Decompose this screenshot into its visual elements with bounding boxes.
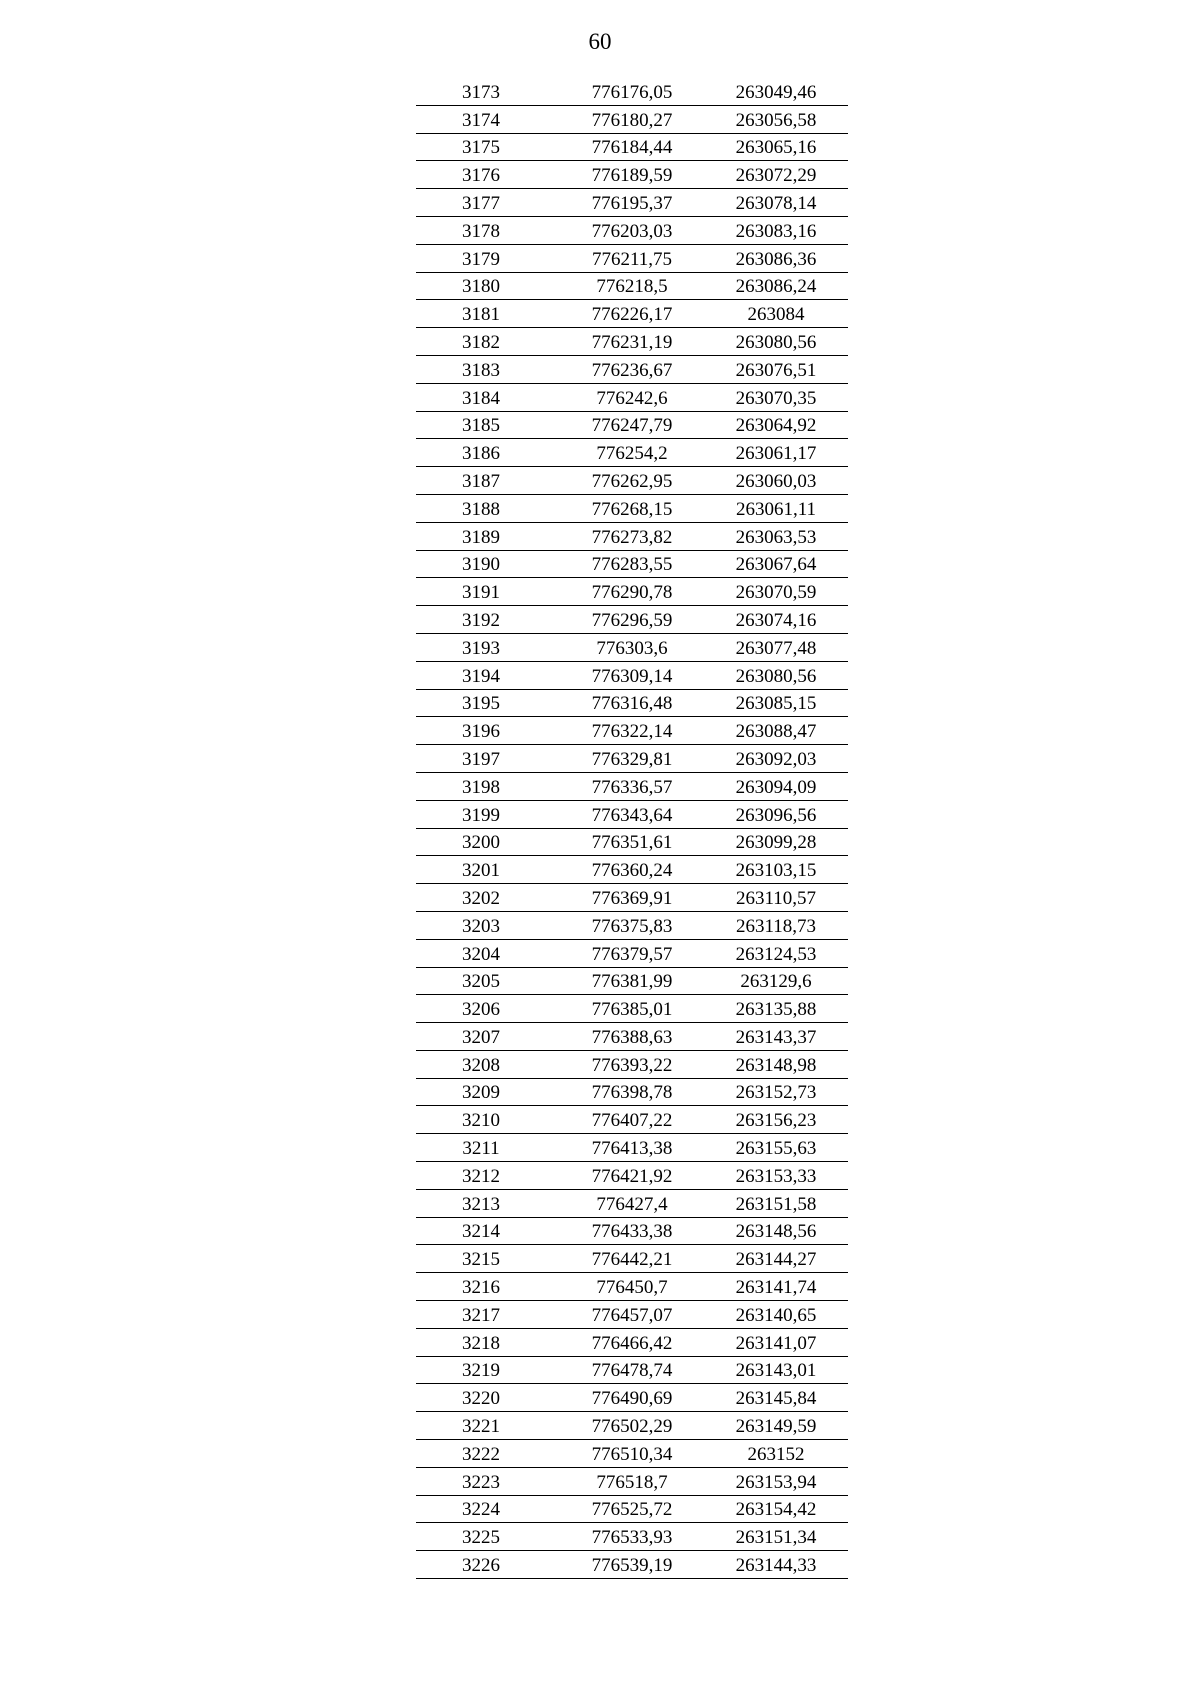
point-number-cell: 3226: [416, 1551, 560, 1579]
table-row: [416, 1328, 848, 1356]
point-number-cell: 3176: [416, 161, 560, 189]
point-number-cell: 3207: [416, 1023, 560, 1051]
y-coordinate-cell: 263151,58: [704, 1189, 848, 1217]
x-coordinate-cell: 776369,91: [560, 884, 704, 912]
x-coordinate-cell: 776421,92: [560, 1162, 704, 1190]
table-row: [416, 856, 848, 884]
table-row: [416, 133, 848, 161]
x-coordinate-cell: 776180,27: [560, 105, 704, 133]
x-coordinate-cell: 776296,59: [560, 606, 704, 634]
x-coordinate-cell: 776231,19: [560, 328, 704, 356]
point-number-cell: 3225: [416, 1523, 560, 1551]
y-coordinate-cell: 263086,24: [704, 272, 848, 300]
table-row: [416, 661, 848, 689]
table-row: [416, 1078, 848, 1106]
table-row: [416, 1162, 848, 1190]
x-coordinate-cell: 776466,42: [560, 1328, 704, 1356]
x-coordinate-cell: 776478,74: [560, 1356, 704, 1384]
table-row: [416, 1551, 848, 1579]
table-row: [416, 1023, 848, 1051]
y-coordinate-cell: 263149,59: [704, 1412, 848, 1440]
point-number-cell: 3206: [416, 995, 560, 1023]
table-row: [416, 1356, 848, 1384]
x-coordinate-cell: 776450,7: [560, 1273, 704, 1301]
point-number-cell: 3192: [416, 606, 560, 634]
table-row: [416, 884, 848, 912]
x-coordinate-cell: 776442,21: [560, 1245, 704, 1273]
page-number: 60: [588, 29, 612, 54]
point-number-cell: 3217: [416, 1301, 560, 1329]
point-number-cell: 3202: [416, 884, 560, 912]
point-number-cell: 3221: [416, 1412, 560, 1440]
table-row: [416, 1523, 848, 1551]
table-row: [416, 411, 848, 439]
x-coordinate-cell: 776351,61: [560, 828, 704, 856]
y-coordinate-cell: 263065,16: [704, 133, 848, 161]
x-coordinate-cell: 776336,57: [560, 772, 704, 800]
point-number-cell: 3178: [416, 216, 560, 244]
y-coordinate-cell: 263141,07: [704, 1328, 848, 1356]
table-row: [416, 995, 848, 1023]
y-coordinate-cell: 263049,46: [704, 78, 848, 105]
y-coordinate-cell: 263143,37: [704, 1023, 848, 1051]
y-coordinate-cell: 263067,64: [704, 550, 848, 578]
x-coordinate-cell: 776490,69: [560, 1384, 704, 1412]
point-number-cell: 3196: [416, 717, 560, 745]
x-coordinate-cell: 776290,78: [560, 578, 704, 606]
x-coordinate-cell: 776525,72: [560, 1495, 704, 1523]
table-row: [416, 1245, 848, 1273]
point-number-cell: 3203: [416, 911, 560, 939]
y-coordinate-cell: 263070,59: [704, 578, 848, 606]
point-number-cell: 3183: [416, 355, 560, 383]
point-number-cell: 3173: [416, 78, 560, 105]
x-coordinate-cell: 776195,37: [560, 189, 704, 217]
y-coordinate-cell: 263129,6: [704, 967, 848, 995]
table-row: [416, 216, 848, 244]
y-coordinate-cell: 263063,53: [704, 522, 848, 550]
x-coordinate-cell: 776427,4: [560, 1189, 704, 1217]
point-number-cell: 3177: [416, 189, 560, 217]
point-number-cell: 3214: [416, 1217, 560, 1245]
x-coordinate-cell: 776236,67: [560, 355, 704, 383]
x-coordinate-cell: 776385,01: [560, 995, 704, 1023]
y-coordinate-cell: 263077,48: [704, 633, 848, 661]
table-row: [416, 606, 848, 634]
point-number-cell: 3190: [416, 550, 560, 578]
table-row: [416, 383, 848, 411]
x-coordinate-cell: 776398,78: [560, 1078, 704, 1106]
point-number-cell: 3186: [416, 439, 560, 467]
point-number-cell: 3201: [416, 856, 560, 884]
point-number-cell: 3188: [416, 494, 560, 522]
y-coordinate-cell: 263154,42: [704, 1495, 848, 1523]
x-coordinate-cell: 776381,99: [560, 967, 704, 995]
table-row: [416, 1050, 848, 1078]
point-number-cell: 3195: [416, 689, 560, 717]
x-coordinate-cell: 776433,38: [560, 1217, 704, 1245]
y-coordinate-cell: 263064,92: [704, 411, 848, 439]
x-coordinate-cell: 776211,75: [560, 244, 704, 272]
table-row: [416, 967, 848, 995]
table-row: [416, 1273, 848, 1301]
point-number-cell: 3198: [416, 772, 560, 800]
point-number-cell: 3209: [416, 1078, 560, 1106]
point-number-cell: 3224: [416, 1495, 560, 1523]
y-coordinate-cell: 263099,28: [704, 828, 848, 856]
point-number-cell: 3208: [416, 1050, 560, 1078]
point-number-cell: 3223: [416, 1467, 560, 1495]
y-coordinate-cell: 263074,16: [704, 606, 848, 634]
x-coordinate-cell: 776262,95: [560, 467, 704, 495]
point-number-cell: 3182: [416, 328, 560, 356]
point-number-cell: 3193: [416, 633, 560, 661]
point-number-cell: 3179: [416, 244, 560, 272]
table-row: [416, 1440, 848, 1468]
point-number-cell: 3191: [416, 578, 560, 606]
point-number-cell: 3187: [416, 467, 560, 495]
x-coordinate-cell: 776283,55: [560, 550, 704, 578]
point-number-cell: 3194: [416, 661, 560, 689]
x-coordinate-cell: 776226,17: [560, 300, 704, 328]
y-coordinate-cell: 263124,53: [704, 939, 848, 967]
y-coordinate-cell: 263086,36: [704, 244, 848, 272]
y-coordinate-cell: 263078,14: [704, 189, 848, 217]
x-coordinate-cell: 776518,7: [560, 1467, 704, 1495]
table-row: [416, 800, 848, 828]
y-coordinate-cell: 263143,01: [704, 1356, 848, 1384]
table-row: [416, 189, 848, 217]
table-row: [416, 550, 848, 578]
y-coordinate-cell: 263140,65: [704, 1301, 848, 1329]
x-coordinate-cell: 776189,59: [560, 161, 704, 189]
point-number-cell: 3215: [416, 1245, 560, 1273]
table-row: [416, 1384, 848, 1412]
point-number-cell: 3180: [416, 272, 560, 300]
y-coordinate-cell: 263092,03: [704, 745, 848, 773]
y-coordinate-cell: 263085,15: [704, 689, 848, 717]
table-row: [416, 1189, 848, 1217]
point-number-cell: 3184: [416, 383, 560, 411]
x-coordinate-cell: 776329,81: [560, 745, 704, 773]
table-row: [416, 1495, 848, 1523]
coordinates-table-body: [416, 78, 848, 1579]
table-row: [416, 78, 848, 105]
coordinates-table: [416, 78, 848, 1579]
x-coordinate-cell: 776413,38: [560, 1134, 704, 1162]
y-coordinate-cell: 263144,27: [704, 1245, 848, 1273]
table-row: [416, 467, 848, 495]
y-coordinate-cell: 263151,34: [704, 1523, 848, 1551]
y-coordinate-cell: 263061,17: [704, 439, 848, 467]
point-number-cell: 3204: [416, 939, 560, 967]
y-coordinate-cell: 263072,29: [704, 161, 848, 189]
point-number-cell: 3185: [416, 411, 560, 439]
table-row: [416, 1412, 848, 1440]
x-coordinate-cell: 776407,22: [560, 1106, 704, 1134]
point-number-cell: 3189: [416, 522, 560, 550]
y-coordinate-cell: 263080,56: [704, 661, 848, 689]
table-row: [416, 1217, 848, 1245]
point-number-cell: 3199: [416, 800, 560, 828]
x-coordinate-cell: 776457,07: [560, 1301, 704, 1329]
table-row: [416, 939, 848, 967]
y-coordinate-cell: 263153,33: [704, 1162, 848, 1190]
y-coordinate-cell: 263080,56: [704, 328, 848, 356]
y-coordinate-cell: 263141,74: [704, 1273, 848, 1301]
point-number-cell: 3211: [416, 1134, 560, 1162]
y-coordinate-cell: 263135,88: [704, 995, 848, 1023]
x-coordinate-cell: 776273,82: [560, 522, 704, 550]
table-row: [416, 745, 848, 773]
y-coordinate-cell: 263060,03: [704, 467, 848, 495]
y-coordinate-cell: 263148,98: [704, 1050, 848, 1078]
x-coordinate-cell: 776268,15: [560, 494, 704, 522]
point-number-cell: 3212: [416, 1162, 560, 1190]
y-coordinate-cell: 263083,16: [704, 216, 848, 244]
x-coordinate-cell: 776343,64: [560, 800, 704, 828]
x-coordinate-cell: 776360,24: [560, 856, 704, 884]
y-coordinate-cell: 263118,73: [704, 911, 848, 939]
table-row: [416, 911, 848, 939]
x-coordinate-cell: 776379,57: [560, 939, 704, 967]
x-coordinate-cell: 776176,05: [560, 78, 704, 105]
y-coordinate-cell: 263088,47: [704, 717, 848, 745]
table-row: [416, 1106, 848, 1134]
x-coordinate-cell: 776218,5: [560, 272, 704, 300]
x-coordinate-cell: 776303,6: [560, 633, 704, 661]
table-row: [416, 439, 848, 467]
y-coordinate-cell: 263155,63: [704, 1134, 848, 1162]
point-number-cell: 3213: [416, 1189, 560, 1217]
point-number-cell: 3200: [416, 828, 560, 856]
x-coordinate-cell: 776388,63: [560, 1023, 704, 1051]
point-number-cell: 3210: [416, 1106, 560, 1134]
y-coordinate-cell: 263148,56: [704, 1217, 848, 1245]
x-coordinate-cell: 776309,14: [560, 661, 704, 689]
table-row: [416, 689, 848, 717]
y-coordinate-cell: 263152: [704, 1440, 848, 1468]
table-row: [416, 105, 848, 133]
point-number-cell: 3197: [416, 745, 560, 773]
x-coordinate-cell: 776247,79: [560, 411, 704, 439]
x-coordinate-cell: 776316,48: [560, 689, 704, 717]
point-number-cell: 3218: [416, 1328, 560, 1356]
y-coordinate-cell: 263084: [704, 300, 848, 328]
table-row: [416, 717, 848, 745]
point-number-cell: 3216: [416, 1273, 560, 1301]
point-number-cell: 3174: [416, 105, 560, 133]
table-row: [416, 1301, 848, 1329]
y-coordinate-cell: 263144,33: [704, 1551, 848, 1579]
table-row: [416, 1467, 848, 1495]
point-number-cell: 3205: [416, 967, 560, 995]
y-coordinate-cell: 263056,58: [704, 105, 848, 133]
table-row: [416, 828, 848, 856]
y-coordinate-cell: 263153,94: [704, 1467, 848, 1495]
y-coordinate-cell: 263061,11: [704, 494, 848, 522]
table-row: [416, 272, 848, 300]
table-row: [416, 244, 848, 272]
x-coordinate-cell: 776539,19: [560, 1551, 704, 1579]
table-row: [416, 578, 848, 606]
x-coordinate-cell: 776242,6: [560, 383, 704, 411]
x-coordinate-cell: 776502,29: [560, 1412, 704, 1440]
x-coordinate-cell: 776375,83: [560, 911, 704, 939]
table-row: [416, 355, 848, 383]
y-coordinate-cell: 263096,56: [704, 800, 848, 828]
x-coordinate-cell: 776203,03: [560, 216, 704, 244]
x-coordinate-cell: 776510,34: [560, 1440, 704, 1468]
x-coordinate-cell: 776254,2: [560, 439, 704, 467]
x-coordinate-cell: 776533,93: [560, 1523, 704, 1551]
y-coordinate-cell: 263103,15: [704, 856, 848, 884]
point-number-cell: 3222: [416, 1440, 560, 1468]
y-coordinate-cell: 263152,73: [704, 1078, 848, 1106]
x-coordinate-cell: 776184,44: [560, 133, 704, 161]
point-number-cell: 3219: [416, 1356, 560, 1384]
y-coordinate-cell: 263145,84: [704, 1384, 848, 1412]
table-row: [416, 494, 848, 522]
table-row: [416, 328, 848, 356]
table-row: [416, 772, 848, 800]
point-number-cell: 3175: [416, 133, 560, 161]
y-coordinate-cell: 263110,57: [704, 884, 848, 912]
point-number-cell: 3220: [416, 1384, 560, 1412]
table-row: [416, 633, 848, 661]
y-coordinate-cell: 263070,35: [704, 383, 848, 411]
x-coordinate-cell: 776322,14: [560, 717, 704, 745]
table-row: [416, 522, 848, 550]
x-coordinate-cell: 776393,22: [560, 1050, 704, 1078]
point-number-cell: 3181: [416, 300, 560, 328]
y-coordinate-cell: 263076,51: [704, 355, 848, 383]
table-row: [416, 161, 848, 189]
y-coordinate-cell: 263156,23: [704, 1106, 848, 1134]
y-coordinate-cell: 263094,09: [704, 772, 848, 800]
table-row: [416, 300, 848, 328]
table-row: [416, 1134, 848, 1162]
